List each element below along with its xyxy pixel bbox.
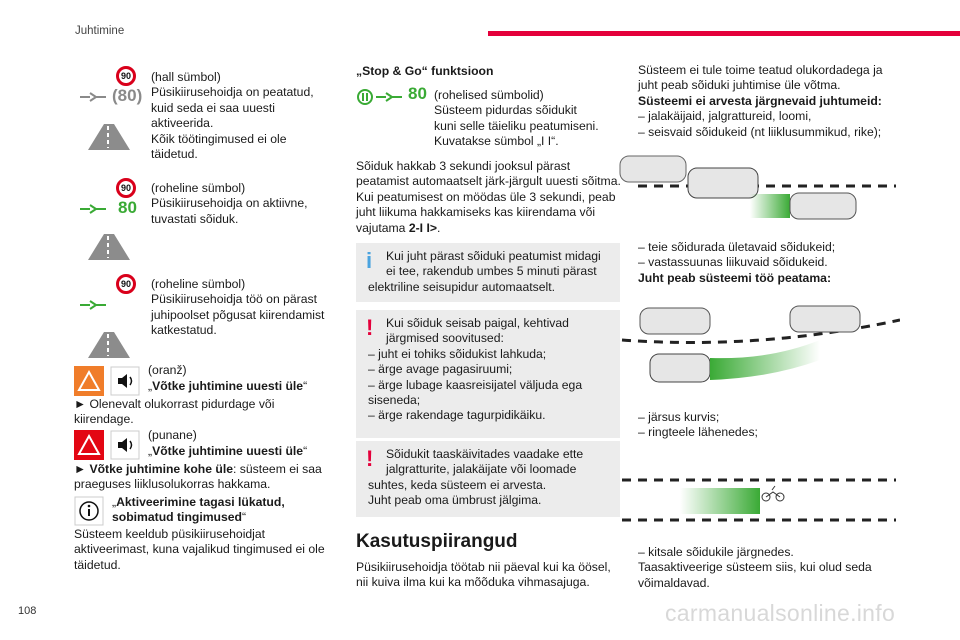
car-gap-green-icon <box>78 298 108 312</box>
cyclist-illustration <box>610 470 900 540</box>
stopgo-desc: (rohelised sümbolid) Süsteem pidurdas sõidukit kuni selle täieliku peatumiseni. Kuvatakse sümbol „I I“. <box>434 88 599 149</box>
warning-triangle-icon <box>74 430 104 460</box>
header-accent-bar <box>488 31 960 36</box>
speed-limit-sign-icon: 90 <box>116 66 136 86</box>
info-title: „Aktiveerimine tagasi lükatud, sobimatud tingimused“ <box>112 495 285 525</box>
stop-go-green-icon <box>356 88 406 106</box>
speed-value: 80 <box>408 84 427 103</box>
right-paragraph-2: – teie sõidurada ületavaid sõidukeid; – vastassuunas liikuvaid sõidukeid. Juht peab süsteemi töö peatama: <box>638 240 836 285</box>
symbol-desc-2: (roheline sümbol) Püsikiirusehoidja on aktiivne, tuvastati sõiduk. <box>151 181 308 226</box>
stopgo-paragraph: Sõiduk hakkab 3 sekundi jooksul pärast peatamist automaatselt järk-järgult uuesti sõitma. Kui peatumisest on möödas üle 3 sekundi, peab juht liikuma hakkamiseks kas kiirendama või vajutama 2-I I>. <box>356 159 621 235</box>
warning-marker-icon: ! <box>366 446 374 471</box>
section-heading: Kasutuspiirangud <box>356 531 518 552</box>
watermark: carmanualsonline.info <box>665 600 896 626</box>
symbol-desc-3: (roheline sümbol) Püsikiirusehoidja töö on pärast juhipoolset põgusat kiirendamist katkestatud. <box>151 277 325 338</box>
right-paragraph-3: – järsus kurvis; – ringteele lähenedes; <box>638 410 758 440</box>
red-title: „Võtke juhtimine uuesti üle“ <box>148 444 308 458</box>
stopped-vehicles-illustration <box>610 148 900 228</box>
section-title: Juhtimine <box>75 25 125 37</box>
orange-warning-tile <box>74 366 104 396</box>
speed-value: 80 <box>118 198 137 217</box>
orange-text: ► Olenevalt olukorrast pidurdage või kiirendage. <box>74 397 275 427</box>
warning-note: ! Kui sõiduk seisab paigal, kehtivad järgmised soovitused: – juht ei tohiks sõidukist lahkuda; – ärge avage pagasiruumi; – ärge lubage kaasreisijatel väljuda ega siseneda; – ärge rakendage tagurpidikäiku. <box>356 310 620 438</box>
stopgo-heading: „Stop & Go“ funktsioon <box>356 64 494 78</box>
speed-limit-sign-icon: 90 <box>116 178 136 198</box>
speed-limit-sign-icon: 90 <box>116 274 136 294</box>
warning-marker-icon: ! <box>366 315 374 340</box>
road-perspective-icon <box>84 120 134 150</box>
red-warning-tile <box>74 430 104 460</box>
info-text: Süsteem keeldub püsikiirusehoidjat aktiveerimast, kuna vajalikud tingimused ei ole täidetud. <box>74 527 325 572</box>
red-label: (punane) <box>148 428 197 442</box>
road-perspective-icon <box>84 328 134 358</box>
warning-note: ! Sõidukit taaskäivitades vaadake ette jalgratturite, jalakäijate või loomade suhtes, keda süsteem ei arvesta. Juht peab oma ümbrust jälgima. <box>356 441 620 517</box>
info-marker-icon: i <box>366 248 373 273</box>
red-text: ► Võtke juhtimine kohe üle: süsteem ei saa praeguses liiklusolukorras hakkama. <box>74 462 322 492</box>
limits-paragraph: Püsikiirusehoidja töötab nii päeval kui ka öösel, nii kuiva ilma kui ka mõõduka vihmasajuga. <box>356 560 611 590</box>
orange-label: (oranž) <box>148 363 187 377</box>
road-perspective-icon <box>84 230 134 260</box>
page-number: 108 <box>18 605 37 617</box>
speed-value: (80) <box>112 86 143 105</box>
speaker-icon <box>110 366 140 396</box>
right-paragraph-4: – kitsale sõidukile järgnedes. Taasaktiveerige süsteem siis, kui olud seda võimaldavad. <box>638 545 872 590</box>
info-note: i Kui juht pärast sõiduki peatumist midagi ei tee, rakendub umbes 5 minuti pärast elektriline seisupidur automaatselt. <box>356 243 620 302</box>
curve-road-illustration <box>610 300 900 400</box>
speaker-icon <box>110 430 140 460</box>
orange-title: „Võtke juhtimine uuesti üle“ <box>148 379 308 393</box>
warning-triangle-icon <box>74 366 104 396</box>
car-gap-grey-icon <box>78 90 108 104</box>
car-gap-green-icon <box>78 202 108 216</box>
right-paragraph-1: Süsteem ei tule toime teatud olukordadega ja juht peab sõiduki juhtimise üle võtma. Süsteemi ei arvesta järgnevaid juhtumeid: – jalakäijaid, jalgrattureid, loomi, – seisvaid sõidukeid (nt liiklusummikud, rike); <box>638 63 883 139</box>
symbol-desc-1: (hall sümbol) Püsikiirusehoidja on peatatud, kuid seda ei saa uuesti aktiveerida. Kõik töötingimused ei ole täidetud. <box>151 70 314 162</box>
info-icon <box>74 496 104 526</box>
